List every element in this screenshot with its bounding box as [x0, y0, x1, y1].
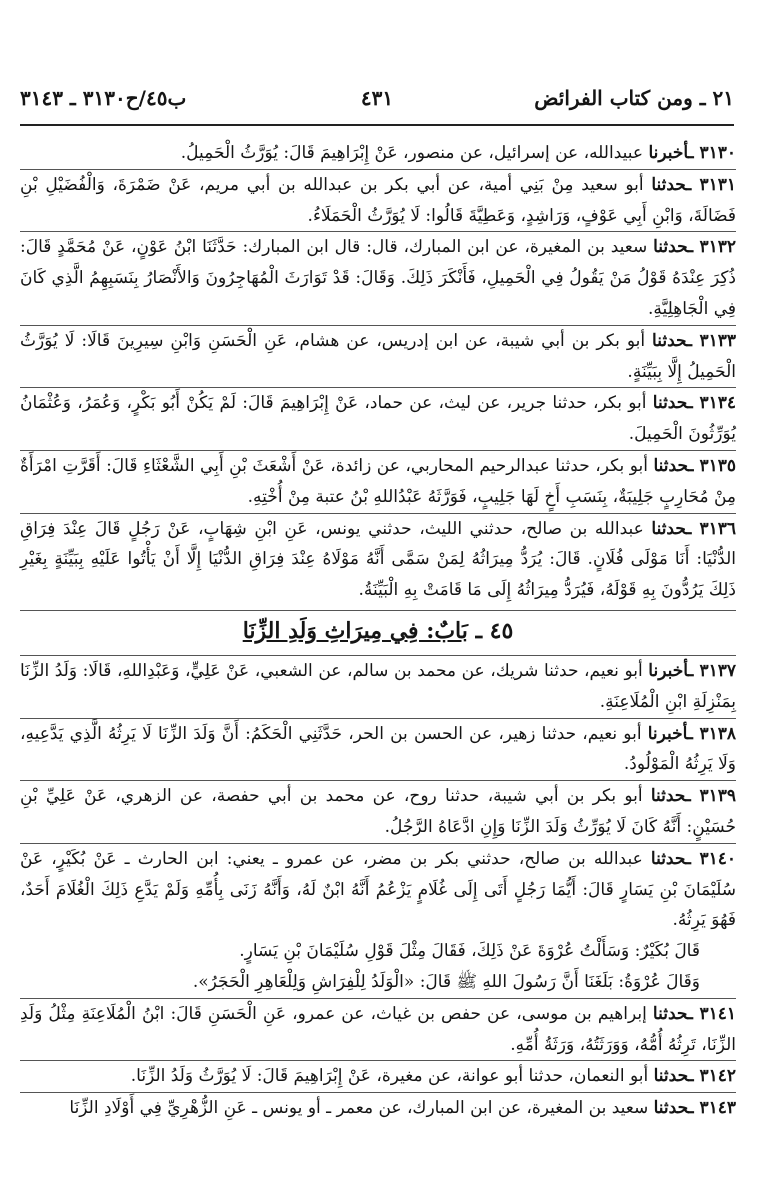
- hadith-entry: [20, 450, 736, 513]
- hadith-entry: [20, 1060, 736, 1092]
- hadith-entry: [20, 513, 736, 606]
- page-body: [20, 138, 736, 1124]
- hadith-text: سعيد بن المغيرة، عن ابن المبارك، قال: قال ابن المبارك: حَدَّثَنَا ابْنُ عَوْنٍ، عَنْ مُحَمَّدٍ قَالَ: ذُكِرَ عِنْدَهُ قَوْلُ مَنْ يَقُولُ فِي الْحَمِيلِ، فَأَنْكَرَ ذَلِكَ. وَقَالَ: قَدْ تَوَارَثَ الْمُهَاجِرُونَ وَالأَنْصَارُ بِنَسَبِهِمُ الَّذِي كَانَ فِي الْجَاهِلِيَّةِ.: [20, 237, 736, 319]
- hadith-number: ٣١٣٣ ـ: [687, 330, 736, 351]
- page-header: [20, 86, 734, 120]
- hadith-text: أبو النعمان، حدثنا أبو عوانة، عن مغيرة، عَنْ إِبْرَاهِيمَ قَالَ: لَا يُوَرَّثُ وَلَدُ الزِّنَا.: [130, 1066, 654, 1087]
- header-rule: [20, 124, 734, 126]
- chapter-number: ٤٥ ـ: [475, 617, 514, 644]
- hadith-lead: حدثنا: [650, 848, 686, 869]
- hadith-text: أبو نعيم، حدثنا زهير، عن الحسن بن الحر، حَدَّثَنِي الْحَكَمُ: أَنَّ وَلَدَ الزِّنَا لَا يَرِثُهُ الَّذِي يَدَّعِيهِ، وَلَا يَرِثُهُ الْمَوْلُودُ.: [20, 723, 736, 775]
- hadith-number: ٣١٣١ ـ: [686, 174, 736, 195]
- hadith-text: عبيدالله، عن إسرائيل، عن منصور، عَنْ إِبْرَاهِيمَ قَالَ: يُوَرَّثُ الْحَمِيلُ.: [180, 143, 649, 163]
- hadith-entry: [20, 1092, 736, 1124]
- hadith-lead: حدثنا: [652, 393, 688, 414]
- hadith-number: ٣١٤١ ـ: [687, 1003, 736, 1024]
- hadith-text: عبدالله بن صالح، حدثني بكر بن مضر، عن عمرو ـ يعني: ابن الحارث ـ عَنْ بُكَيْرٍ، عَنْ سُلَيْمَانَ بْنِ يَسَارٍ قَالَ: أَيُّمَا رَجُلٍ أَتَى إِلَى غُلَامٍ يَزْعُمُ أَنَّهُ ابْنٌ لَهُ، وَأَنَّهُ زَنَى بِأُمِّهِ وَلَمْ يَدَّعِ ذَلِكَ الْغُلَامَ أَحَدٌ، فَهُوَ يَرِثُهُ.: [20, 848, 736, 931]
- hadith-entry: [20, 325, 736, 388]
- hadith-text: أبو بكر، حدثنا عبدالرحيم المحاربي، عن زائدة، عَنْ أَشْعَثَ بْنِ أَبِي الشَّعْثَاءِ قَالَ: أَقَرَّتِ امْرَأَةٌ مِنْ مُحَارِبٍ جَلِيبَةٌ، بِنَسَبِ أَخٍ لَهَا جَلِيبٍ، فَوَرَّثَهُ عَبْدُاللهِ بْنُ عتبة مِنْ أُخْتِهِ.: [20, 455, 736, 507]
- hadith-lead: أخبرنا: [647, 723, 688, 744]
- hadith-text: أبو بكر، حدثنا جرير، عن ليث، عن حماد، عَنْ إِبْرَاهِيمَ قَالَ: لَمْ يَكُنْ أَبُو بَكْرٍ، وَعُمَرُ، وَعُثْمَانُ يُوَرِّثُونَ الْحَمِيلَ.: [20, 393, 736, 445]
- hadith-number: ٣١٣٨ ـ: [687, 723, 736, 744]
- hadith-lead: حدثنا: [653, 1066, 689, 1087]
- page-number: ٤٣١: [360, 86, 394, 110]
- hadith-entry: [20, 998, 736, 1061]
- hadith-number: ٣١٣٧ ـ: [688, 660, 737, 681]
- hadith-lead: حدثنا: [652, 1003, 688, 1024]
- hadith-entry: [20, 718, 736, 781]
- commentary-line: وَقَالَ عُرْوَةُ: بَلَغَنَا أَنَّ رَسُولَ اللهِ ﷺ قَالَ: «الْوَلَدُ لِلْفِرَاشِ وَلِلْعَاهِرِ الْحَجَرُ».: [192, 971, 700, 992]
- commentary-line: قَالَ بُكَيْرٌ: وَسَأَلْتُ عُرْوَةَ عَنْ ذَلِكَ، فَقَالَ مِثْلَ قَوْلِ سُلَيْمَانَ بْنِ يَسَارٍ.: [239, 941, 700, 962]
- hadith-entry: [20, 169, 736, 232]
- hadith-lead: حدثنا: [653, 455, 689, 476]
- hadith-entry: [20, 387, 736, 450]
- hadith-entry: [20, 231, 736, 324]
- hadith-number: ٣١٣٩ ـ: [685, 786, 736, 807]
- book-title: ٢١ ـ ومن كتاب الفرائض: [534, 86, 734, 110]
- hadith-number: ٣١٣٤ ـ: [687, 393, 736, 414]
- hadith-entry: [20, 780, 736, 843]
- hadith-number: ٣١٣٢ ـ: [688, 237, 736, 258]
- hadith-text: أبو نعيم، حدثنا شريك، عن محمد بن سالم، عن الشعبي، عَنْ عَلِيٍّ، وَعَبْدِاللهِ، قَالَا: وَلَدُ الزِّنَا بِمَنْزِلَةِ ابْنِ الْمُلَاعِنَةِ.: [20, 660, 736, 712]
- hadith-entry: [20, 655, 736, 718]
- hadith-lead: أخبرنا: [648, 660, 689, 681]
- hadith-lead: حدثنا: [650, 786, 686, 807]
- hadith-number: ٣١٣٠ ـ: [688, 143, 736, 163]
- chapter-heading: [20, 610, 736, 651]
- hadith-text: سعيد بن المغيرة، عن ابن المبارك، عن معمر ـ أو يونس ـ عَنِ الزُّهْرِيِّ فِي أَوْلَادِ الزِّنَا: [69, 1098, 654, 1119]
- hadith-lead: حدثنا: [652, 330, 687, 351]
- hadith-number: ٣١٤٣ ـ: [688, 1098, 736, 1119]
- hadith-range: ب٤٥/ح٣١٣٠ ـ ٣١٤٣: [20, 86, 187, 110]
- hadith-lead: حدثنا: [653, 237, 689, 258]
- hadith-text: عبدالله بن صالح، حدثني الليث، حدثني يونس، عَنِ ابْنِ شِهَابٍ، عَنْ رَجُلٍ قَالَ عِنْدَ فِرَاقِ الدُّنْيَا: أَنَا مَوْلَى فُلَانٍ. قَالَ: يُرَدُّ مِيرَاثُهُ لِمَنْ سَمَّى أَنَّهُ مَوْلَاهُ عِنْدَ فِرَاقِ الدُّنْيَا إِلَّا أَنْ يَأْتُوا عَلَيْهِ بِبَيِّنَةٍ بِغَيْرِ ذَلِكَ يَرُدُّونَ بِهِ قَوْلَهُ، فَيُرَدُّ مِيرَاثُهُ إِلَى مَا قَامَتْ بِهِ الْبَيِّنَةُ.: [20, 518, 736, 601]
- hadith-text: إبراهيم بن موسى، عن حفص بن غياث، عن عمرو، عَنِ الْحَسَنِ قَالَ: ابْنُ الْمُلَاعِنَةِ مِثْلُ وَلَدِ الزِّنَا، تَرِثُهُ أُمُّهُ، وَوَرَثَتُهُ، وَرَثَةُ أُمِّهِ.: [20, 1003, 736, 1055]
- hadith-lead: حدثنا: [651, 518, 687, 539]
- hadith-number: ٣١٤٢ ـ: [688, 1066, 736, 1087]
- hadith-lead: حدثنا: [653, 1098, 689, 1119]
- hadith-number: ٣١٣٥ ـ: [688, 455, 736, 476]
- hadith-entry: [20, 138, 736, 169]
- hadith-text: أبو بكر بن أبي شيبة، عن ابن إدريس، عن هشام، عَنِ الْحَسَنِ وَابْنِ سِيرِينَ قَالَا: لَا يُوَرَّثُ الْحَمِيلُ إِلَّا بِبَيِّنَةٍ.: [20, 330, 736, 382]
- hadith-number: ٣١٤٠ ـ: [685, 848, 737, 869]
- hadith-text: أبو بكر بن أبي شيبة، حدثنا روح، عن محمد بن أبي حفصة، عن الزهري، عَنْ عَلِيِّ بْنِ حُسَيْنٍ: أَنَّهُ كَانَ لَا يُوَرِّثُ وَلَدَ الزِّنَا وَإِنِ ادَّعَاهُ الرَّجُلُ.: [20, 786, 736, 837]
- hadith-lead: حدثنا: [651, 174, 687, 195]
- hadith-lead: أخبرنا: [648, 143, 689, 163]
- hadith-number: ٣١٣٦ ـ: [686, 518, 736, 539]
- hadith-text: أبو سعيد مِنْ بَنِي أمية، عن أبي بكر بن عبدالله بن أبي مريم، عَنْ ضَمْرَةَ، وَالْفُضَيْلِ بْنِ فَضَالَةَ، وَابْنِ أَبِي عَوْفٍ، وَرَاشِدٍ، وَعَطِيَّةَ قَالُوا: لَا يُوَرَّثُ الْحَمَلَاءُ.: [20, 174, 736, 226]
- chapter-title: بَابٌ: فِي مِيرَاثِ وَلَدِ الزِّنَا: [242, 617, 468, 644]
- hadith-entry: [20, 843, 736, 936]
